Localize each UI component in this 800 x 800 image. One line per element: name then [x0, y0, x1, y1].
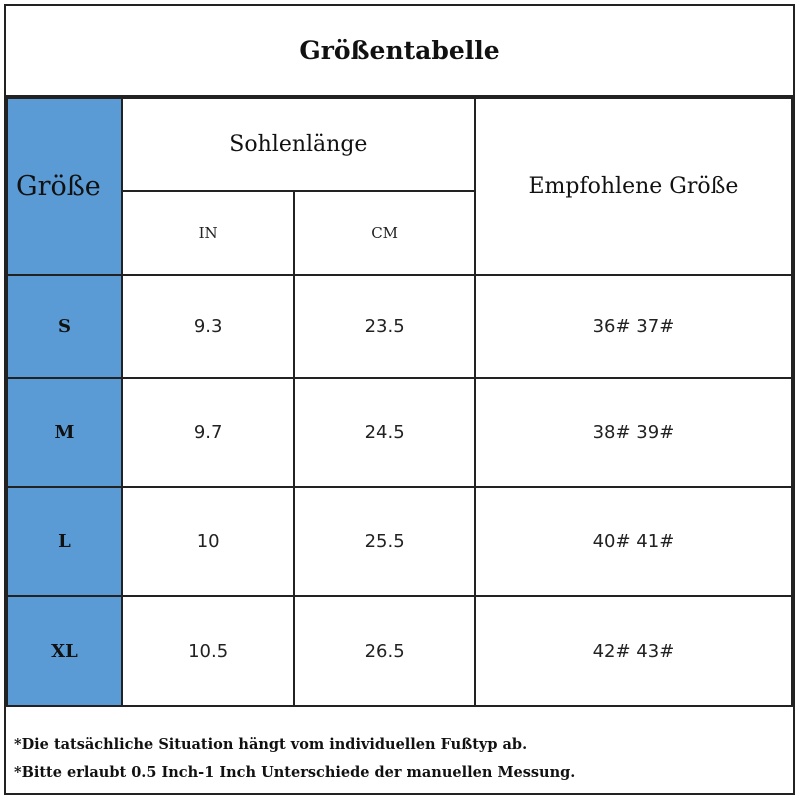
in-header: IN: [122, 191, 295, 275]
cm-header: CM: [294, 191, 474, 275]
notes: [6, 705, 793, 795]
recommended-cell: 42# 43#: [475, 596, 792, 706]
size-cell: XL: [7, 596, 122, 706]
in-cell: 9.7: [122, 378, 295, 487]
in-cell: 10: [122, 487, 295, 596]
cm-cell: 24.5: [294, 378, 474, 487]
note-measurement: *Bitte erlaubt 0.5 Inch-1 Inch Unterschiede der manuellen Messung.: [14, 764, 576, 781]
size-chart: [4, 4, 795, 795]
header-row-1: [7, 98, 792, 191]
recommended-cell: 40# 41#: [475, 487, 792, 596]
table-row: [7, 487, 792, 596]
sole-length-header: Sohlenlänge: [122, 98, 475, 191]
table-row: [7, 275, 792, 378]
note-foot-type: *Die tatsächliche Situation hängt vom individuellen Fußtyp ab.: [14, 736, 528, 753]
size-cell: S: [7, 275, 122, 378]
in-cell: 9.3: [122, 275, 295, 378]
size-header: Größe: [7, 98, 122, 275]
size-cell: L: [7, 487, 122, 596]
size-table: [6, 97, 793, 707]
cm-cell: 25.5: [294, 487, 474, 596]
in-cell: 10.5: [122, 596, 295, 706]
size-cell: M: [7, 378, 122, 487]
cm-cell: 26.5: [294, 596, 474, 706]
table-row: [7, 596, 792, 706]
chart-title: Größentabelle: [6, 6, 793, 97]
recommended-cell: 38# 39#: [475, 378, 792, 487]
cm-cell: 23.5: [294, 275, 474, 378]
recommended-size-header: Empfohlene Größe: [475, 98, 792, 275]
recommended-cell: 36# 37#: [475, 275, 792, 378]
table-row: [7, 378, 792, 487]
